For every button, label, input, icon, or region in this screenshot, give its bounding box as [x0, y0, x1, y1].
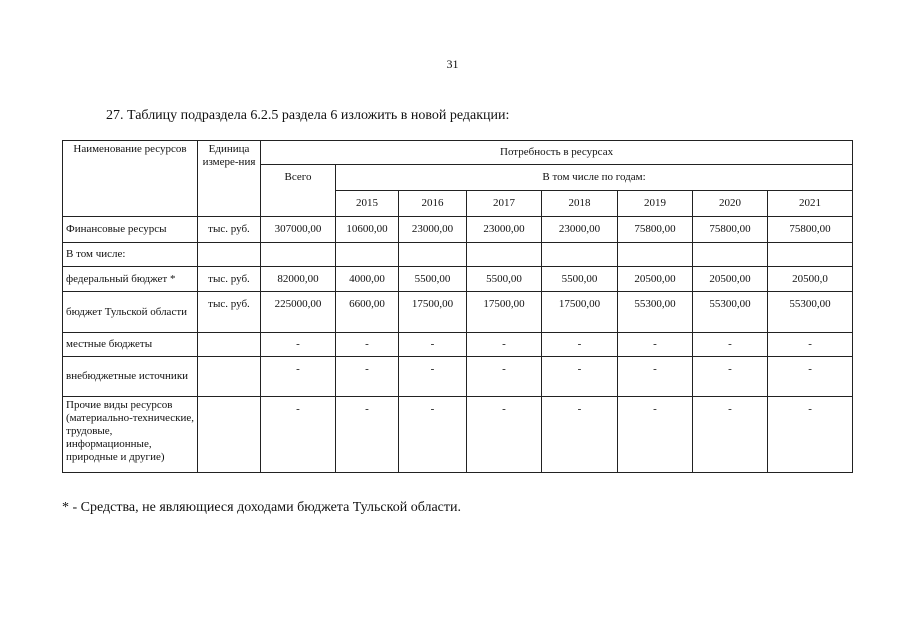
header-need: Потребность в ресурсах — [261, 141, 853, 165]
table-header-row — [63, 141, 853, 165]
row-total: 82000,00 — [261, 267, 336, 292]
row-value — [399, 243, 467, 267]
row-value: 5500,00 — [399, 267, 467, 292]
row-value: - — [399, 357, 467, 397]
row-value: - — [618, 333, 693, 357]
page-number: 31 — [446, 57, 459, 71]
row-unit: тыс. руб. — [198, 217, 261, 243]
row-value: 17500,00 — [399, 292, 467, 333]
row-name: бюджет Тульской области — [63, 292, 198, 333]
table-row — [63, 333, 853, 357]
row-value — [336, 243, 399, 267]
header-unit: Единица измере-ния — [198, 141, 261, 217]
row-name: Финансовые ресурсы — [63, 217, 198, 243]
row-unit — [198, 243, 261, 267]
row-value: - — [399, 333, 467, 357]
row-value: - — [618, 397, 693, 473]
row-value: 20500,00 — [618, 267, 693, 292]
row-total: - — [261, 357, 336, 397]
row-value — [467, 243, 542, 267]
footnote: * - Средства, не являющиеся доходами бюджета Тульской области. — [62, 500, 461, 515]
section-heading: 27. Таблицу подраздела 6.2.5 раздела 6 изложить в новой редакции: — [106, 108, 510, 123]
row-name: федеральный бюджет * — [63, 267, 198, 292]
row-value: 23000,00 — [467, 217, 542, 243]
row-name: внебюджетные источники — [63, 357, 198, 397]
row-value — [693, 243, 768, 267]
header-year: 2017 — [467, 191, 542, 217]
row-value: - — [693, 357, 768, 397]
row-value: - — [399, 397, 467, 473]
row-value: - — [542, 397, 618, 473]
row-value: 20500,0 — [768, 267, 853, 292]
row-unit: тыс. руб. — [198, 267, 261, 292]
row-unit — [198, 397, 261, 473]
row-value: 4000,00 — [336, 267, 399, 292]
row-total — [261, 243, 336, 267]
row-value: 17500,00 — [467, 292, 542, 333]
row-value: 6600,00 — [336, 292, 399, 333]
table-row — [63, 292, 853, 333]
row-value — [542, 243, 618, 267]
row-unit — [198, 333, 261, 357]
row-name: В том числе: — [63, 243, 198, 267]
table-row — [63, 397, 853, 473]
row-value: 23000,00 — [542, 217, 618, 243]
row-total: 225000,00 — [261, 292, 336, 333]
row-value: - — [693, 397, 768, 473]
table-row — [63, 217, 853, 243]
table-row — [63, 243, 853, 267]
row-value: - — [542, 357, 618, 397]
row-value: 55300,00 — [618, 292, 693, 333]
row-value: - — [467, 333, 542, 357]
row-value: 55300,00 — [768, 292, 853, 333]
row-value: - — [336, 357, 399, 397]
table-row — [63, 267, 853, 292]
row-unit — [198, 357, 261, 397]
header-by-years: В том числе по годам: — [336, 165, 853, 191]
row-value: - — [467, 397, 542, 473]
row-total: - — [261, 333, 336, 357]
row-value: 10600,00 — [336, 217, 399, 243]
row-value: 75800,00 — [768, 217, 853, 243]
row-total: - — [261, 397, 336, 473]
row-value: - — [467, 357, 542, 397]
row-value: 5500,00 — [467, 267, 542, 292]
row-value: - — [768, 333, 853, 357]
table-row — [63, 357, 853, 397]
row-value: 75800,00 — [693, 217, 768, 243]
row-total: 307000,00 — [261, 217, 336, 243]
row-value: - — [618, 357, 693, 397]
resources-table — [62, 140, 853, 473]
header-year: 2020 — [693, 191, 768, 217]
row-value: - — [336, 397, 399, 473]
row-value: - — [768, 357, 853, 397]
row-value: 23000,00 — [399, 217, 467, 243]
header-year: 2021 — [768, 191, 853, 217]
row-unit: тыс. руб. — [198, 292, 261, 333]
row-value: 17500,00 — [542, 292, 618, 333]
row-name: местные бюджеты — [63, 333, 198, 357]
header-total: Всего — [261, 165, 336, 217]
row-value: - — [542, 333, 618, 357]
row-name: Прочие виды ресурсов (материально-технические, трудовые, информационные, природные и другие) — [63, 397, 198, 473]
row-value: 55300,00 — [693, 292, 768, 333]
row-value: - — [693, 333, 768, 357]
row-value: 20500,00 — [693, 267, 768, 292]
row-value: 75800,00 — [618, 217, 693, 243]
header-year: 2019 — [618, 191, 693, 217]
header-year: 2015 — [336, 191, 399, 217]
row-value: - — [336, 333, 399, 357]
header-name: Наименование ресурсов — [63, 141, 198, 217]
row-value: - — [768, 397, 853, 473]
header-year: 2018 — [542, 191, 618, 217]
row-value — [618, 243, 693, 267]
row-value — [768, 243, 853, 267]
row-value: 5500,00 — [542, 267, 618, 292]
header-year: 2016 — [399, 191, 467, 217]
